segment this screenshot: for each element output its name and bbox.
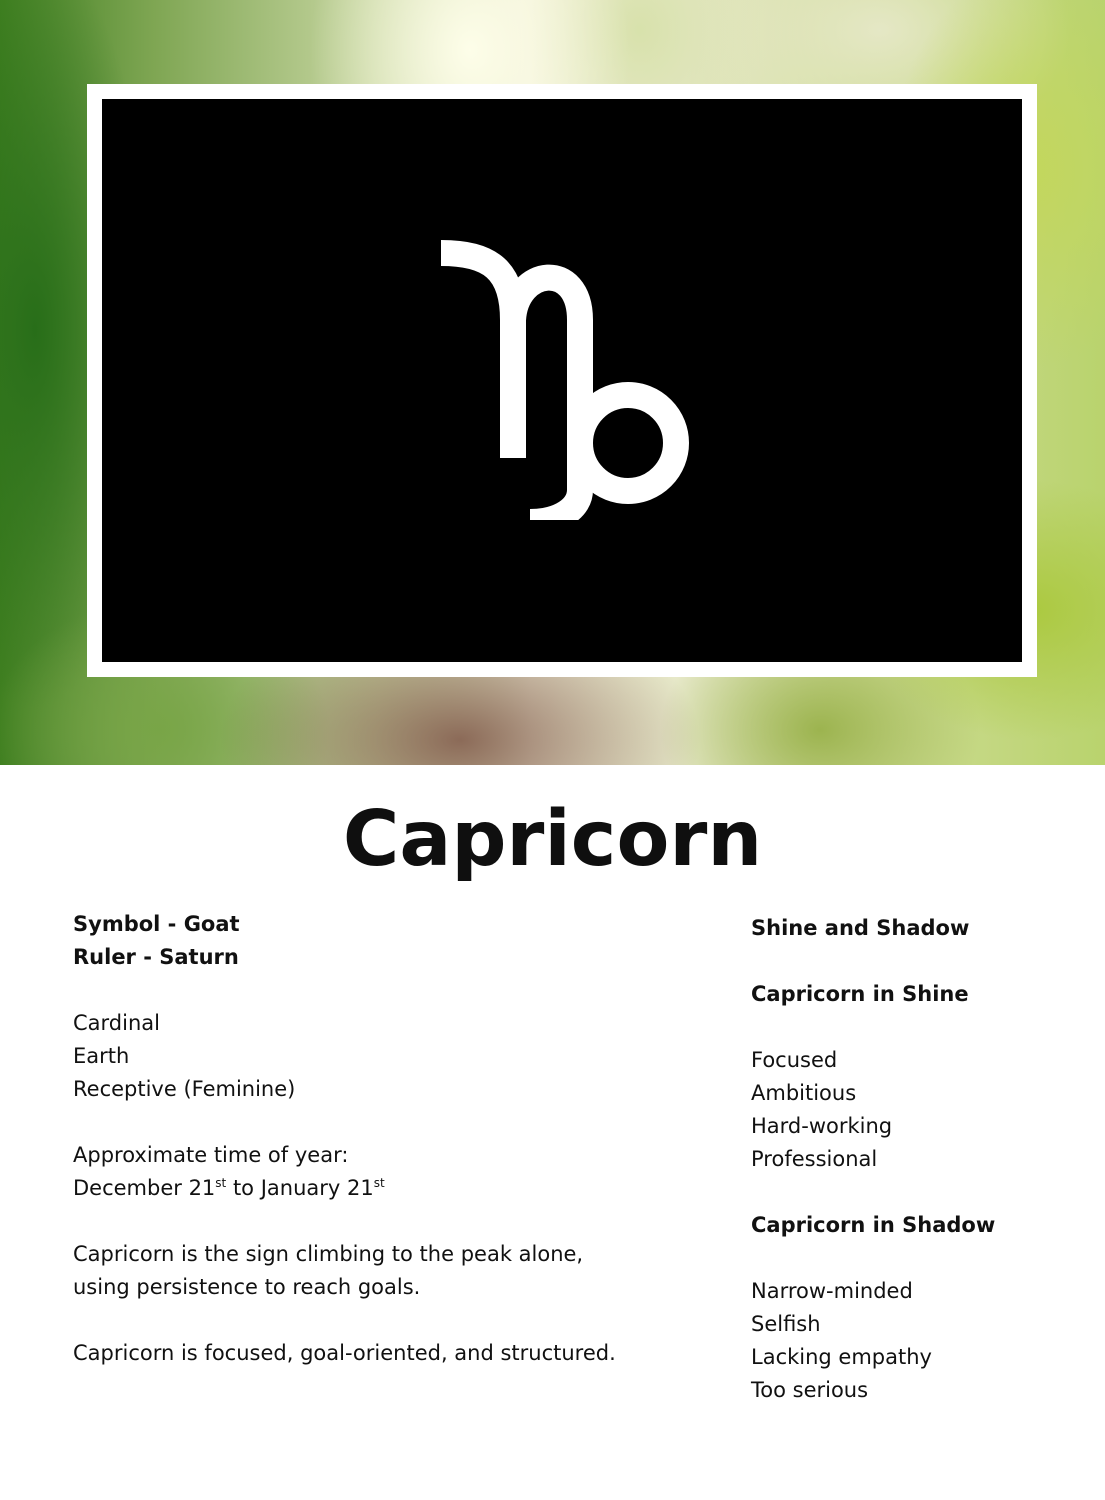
shine-shadow-heading: Shine and Shadow [751, 916, 970, 940]
spacer [751, 945, 1071, 978]
polarity-label: Receptive (Feminine) [73, 1077, 296, 1101]
shine-trait: Ambitious [751, 1081, 857, 1105]
shine-heading: Capricorn in Shine [751, 982, 969, 1006]
capricorn-glyph-icon [438, 240, 698, 520]
page-title: Capricorn [342, 795, 763, 884]
ruler-label: Ruler - Saturn [73, 945, 239, 969]
sign-facts-column [73, 908, 713, 1370]
shine-trait: Hard-working [751, 1114, 893, 1138]
spacer [73, 1205, 713, 1238]
quality-label: Cardinal [73, 1011, 160, 1035]
date-range [73, 1172, 713, 1205]
shadow-trait: Too serious [751, 1378, 869, 1402]
element-label: Earth [73, 1044, 130, 1068]
shadow-trait: Selfish [751, 1312, 821, 1336]
spacer [751, 1176, 1071, 1209]
spacer [73, 974, 713, 1007]
description-line: Capricorn is the sign climbing to the peak alone, [73, 1242, 584, 1266]
date-start: December 21 [73, 1176, 216, 1200]
date-start-suffix: st [215, 1176, 227, 1190]
shine-trait: Focused [751, 1048, 838, 1072]
date-end-suffix: st [373, 1176, 385, 1190]
symbol-label: Symbol - Goat [73, 912, 240, 936]
symbol-frame [87, 84, 1037, 677]
spacer [751, 1011, 1071, 1044]
shadow-trait: Narrow-minded [751, 1279, 913, 1303]
spacer [751, 1242, 1071, 1275]
shadow-heading: Capricorn in Shadow [751, 1213, 996, 1237]
spacer [73, 1304, 713, 1337]
time-of-year-label: Approximate time of year: [73, 1143, 349, 1167]
description-summary: Capricorn is focused, goal-oriented, and structured. [73, 1341, 616, 1365]
spacer [73, 1106, 713, 1139]
shine-trait: Professional [751, 1147, 878, 1171]
description-line: using persistence to reach goals. [73, 1275, 421, 1299]
symbol-panel [102, 99, 1022, 662]
date-joiner: to January 21 [226, 1176, 374, 1200]
shadow-trait: Lacking empathy [751, 1345, 932, 1369]
shine-shadow-column [751, 912, 1071, 1407]
